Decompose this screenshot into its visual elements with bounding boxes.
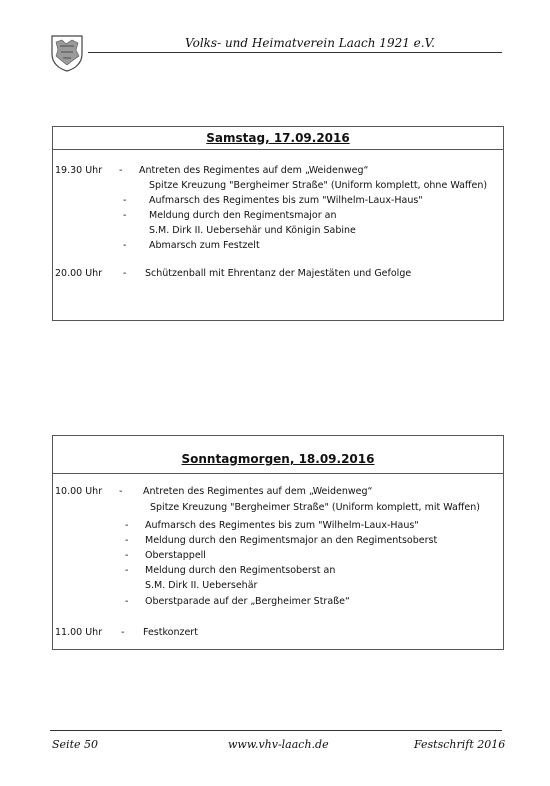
section-divider [53, 149, 503, 150]
schedule-item: Meldung durch den Regimentsmajor an den Regimentsoberst [145, 535, 438, 546]
schedule-item: Oberstparade auf der „Bergheimer Straße“ [145, 596, 350, 607]
schedule-item: Antreten des Regimentes auf dem „Weidenweg“ [139, 165, 369, 176]
page-number: Seite 50 [52, 738, 98, 751]
dash: - [123, 240, 127, 251]
schedule-item: Meldung durch den Regimentsoberst an [145, 565, 336, 576]
section-title: Sonntagmorgen, 18.09.2016 [181, 452, 375, 466]
schedule-box-saturday [52, 126, 504, 321]
dash: - [125, 565, 129, 576]
time-label: 10.00 Uhr [55, 486, 103, 497]
schedule-item: Abmarsch zum Festzelt [149, 240, 260, 251]
schedule-item: Schützenball mit Ehrentanz der Majestäten und Gefolge [145, 268, 412, 279]
time-label: 11.00 Uhr [55, 627, 103, 638]
schedule-item: Aufmarsch des Regimentes bis zum "Wilhelm-Laux-Haus" [149, 195, 423, 206]
schedule-item: Spitze Kreuzung "Bergheimer Straße" (Uniform komplett, mit Waffen) [150, 502, 480, 513]
dash: - [125, 520, 129, 531]
dash: - [119, 486, 123, 497]
coat-of-arms-icon [50, 34, 84, 72]
schedule-item: Spitze Kreuzung "Bergheimer Straße" (Uniform komplett, ohne Waffen) [149, 180, 488, 191]
header-title: Volks- und Heimatverein Laach 1921 e.V. [185, 36, 435, 50]
time-label: 20.00 Uhr [55, 268, 103, 279]
schedule-item: S.M. Dirk II. Uebersehär und Königin Sabine [149, 225, 356, 236]
section-divider [53, 473, 503, 474]
publication-name: Festschrift 2016 [414, 738, 506, 751]
footer-divider [50, 730, 502, 731]
schedule-item: Antreten des Regimentes auf dem „Weidenweg“ [143, 486, 373, 497]
time-label: 19.30 Uhr [55, 165, 103, 176]
dash: - [125, 535, 129, 546]
schedule-item: S.M. Dirk II. Uebersehär [145, 580, 258, 591]
section-title: Samstag, 17.09.2016 [206, 131, 350, 145]
schedule-item: Oberstappell [145, 550, 206, 561]
schedule-item: Meldung durch den Regimentsmajor an [149, 210, 337, 221]
schedule-item: Festkonzert [143, 627, 198, 638]
dash: - [123, 268, 127, 279]
dash: - [125, 596, 129, 607]
dash: - [125, 550, 129, 561]
header-divider [88, 52, 502, 53]
schedule-box-sunday [52, 435, 504, 650]
website-link[interactable]: www.vhv-laach.de [228, 738, 329, 751]
dash: - [119, 165, 123, 176]
dash: - [123, 195, 127, 206]
dash: - [121, 627, 125, 638]
schedule-item: Aufmarsch des Regimentes bis zum "Wilhelm-Laux-Haus" [145, 520, 419, 531]
dash: - [123, 210, 127, 221]
